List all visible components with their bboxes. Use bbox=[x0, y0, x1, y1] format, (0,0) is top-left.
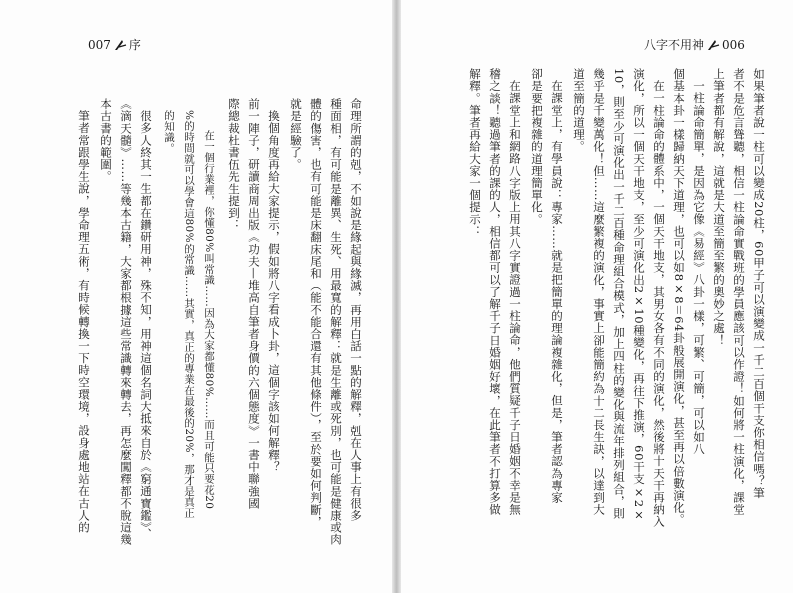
text-column: 筆者常跟學生說，學命理五術，有時候轉換一下時空環境，設身處地站在古人的 bbox=[77, 110, 91, 534]
quote-column: %的時間就可以學會這80%的常識……其實，真正的專業在最後的20%，那才是真正 bbox=[183, 110, 195, 519]
text-column: 際總裁杜書伍先生提到： bbox=[227, 98, 241, 232]
text-column: 在一柱論命的體系中，一個天干地支，其男女各有不同的演化，然後將十天干再納入 bbox=[652, 80, 666, 528]
text-column: 在課堂上和網路八字版上用其八字實證過一柱論命，他們質疑千子日婚姻不幸是無 bbox=[508, 80, 522, 516]
text-column: 換個角度再給大家提示，假如將八字看成卜卦，這個字該如何解釋？ bbox=[267, 110, 281, 473]
book-title: 八字不用神 bbox=[644, 38, 705, 52]
text-column: 卻是要把複雜的道理簡單化。 bbox=[530, 68, 544, 226]
text-column: 道至簡的道理。 bbox=[572, 68, 586, 153]
brush-stroke-icon bbox=[706, 38, 720, 52]
left-page-section: 序 bbox=[128, 38, 141, 52]
text-column: 上筆者都有解說，這就是大道至簡至繁的奧妙之處！ bbox=[712, 68, 726, 347]
text-column: 如果筆者說一柱可以變成20柱，60甲子可以演變成一千二百個干支你相信嗎？筆 bbox=[752, 68, 766, 499]
book-gutter bbox=[392, 0, 401, 593]
text-column: 就是經驗了。 bbox=[289, 98, 303, 171]
text-column: 很多人終其一生都在鑽研用神，殊不知，用神這個名詞大抵來自於《窮通寶鑑》、 bbox=[139, 110, 153, 540]
text-column: 本古書的範圍。 bbox=[99, 98, 113, 183]
right-page-number: 006 bbox=[722, 37, 745, 52]
text-column: 稽之談！聽過筆者的課的人，相信都可以了解千子日婚姻好壞，在此筆者不打算多做 bbox=[488, 68, 502, 516]
text-column: 命理所謂的剋，不如說是緣起與緣滅，再用白話一點的解釋，剋在人事上有很多 bbox=[349, 98, 363, 522]
right-page bbox=[401, 0, 793, 593]
text-column: 《滴天髓》……等幾本古籍，大家都根據這些常識轉來轉去，再怎麼闖釋都不脫這幾 bbox=[119, 98, 133, 546]
quote-column: 在一個行業裡，你懂80%叫常識……因為大家都懂80%……而且可能只要花20 bbox=[203, 130, 215, 510]
left-page-header bbox=[88, 36, 141, 53]
text-column: 演化，所以一個天干地支，至少可演化出2×10種變化，再往下推演，60干支×2× bbox=[632, 68, 646, 523]
right-page-header bbox=[644, 36, 745, 53]
text-column: 一柱論命簡單，是因為它像《易經》八卦一樣，可繁、可簡，可以如八 bbox=[692, 80, 706, 456]
text-column: 者不是危言聳聽，相信一柱論命實戰班的學員應該可以作證！如何將一柱演化，課堂 bbox=[732, 68, 746, 516]
text-column: 幾乎是千變萬化！但……這麼繁複的演化，事實上卻能簡約為十二長生訣，以達到大 bbox=[592, 68, 606, 516]
quote-column: 的知識。 bbox=[163, 110, 175, 154]
text-column: 前一陣子，研讀商周出版《功夫—堆高自筆者身價的六個態度》一書中聯強國 bbox=[247, 98, 261, 510]
text-column: 體的傷害，也有可能是床翻床尾和（能不能合還有其他條件），至於要如何判斷， bbox=[309, 98, 323, 528]
left-page-number: 007 bbox=[88, 37, 111, 52]
text-column: 個基本卦一樣歸納天下道理，也可以如8×8＝64卦般展開演化，甚至再以倍數演化。 bbox=[672, 68, 686, 526]
left-page bbox=[0, 0, 392, 593]
text-column: 10，則至少可演化出一千二百種命理組合模式，加上四柱的變化與流年排列組合，則 bbox=[612, 68, 626, 520]
brush-stroke-icon bbox=[113, 38, 127, 52]
text-column: 解釋。筆者再給大家一個提示： bbox=[468, 68, 482, 238]
text-column: 在課堂上，有學員說：專家……就是把簡單的理論複雜化，但是，筆者認為專家 bbox=[550, 80, 564, 504]
text-column: 種面相，有可能是離異、生死、用最寬的解釋：就是生離或死別，也可能是健康或肉 bbox=[329, 98, 343, 546]
